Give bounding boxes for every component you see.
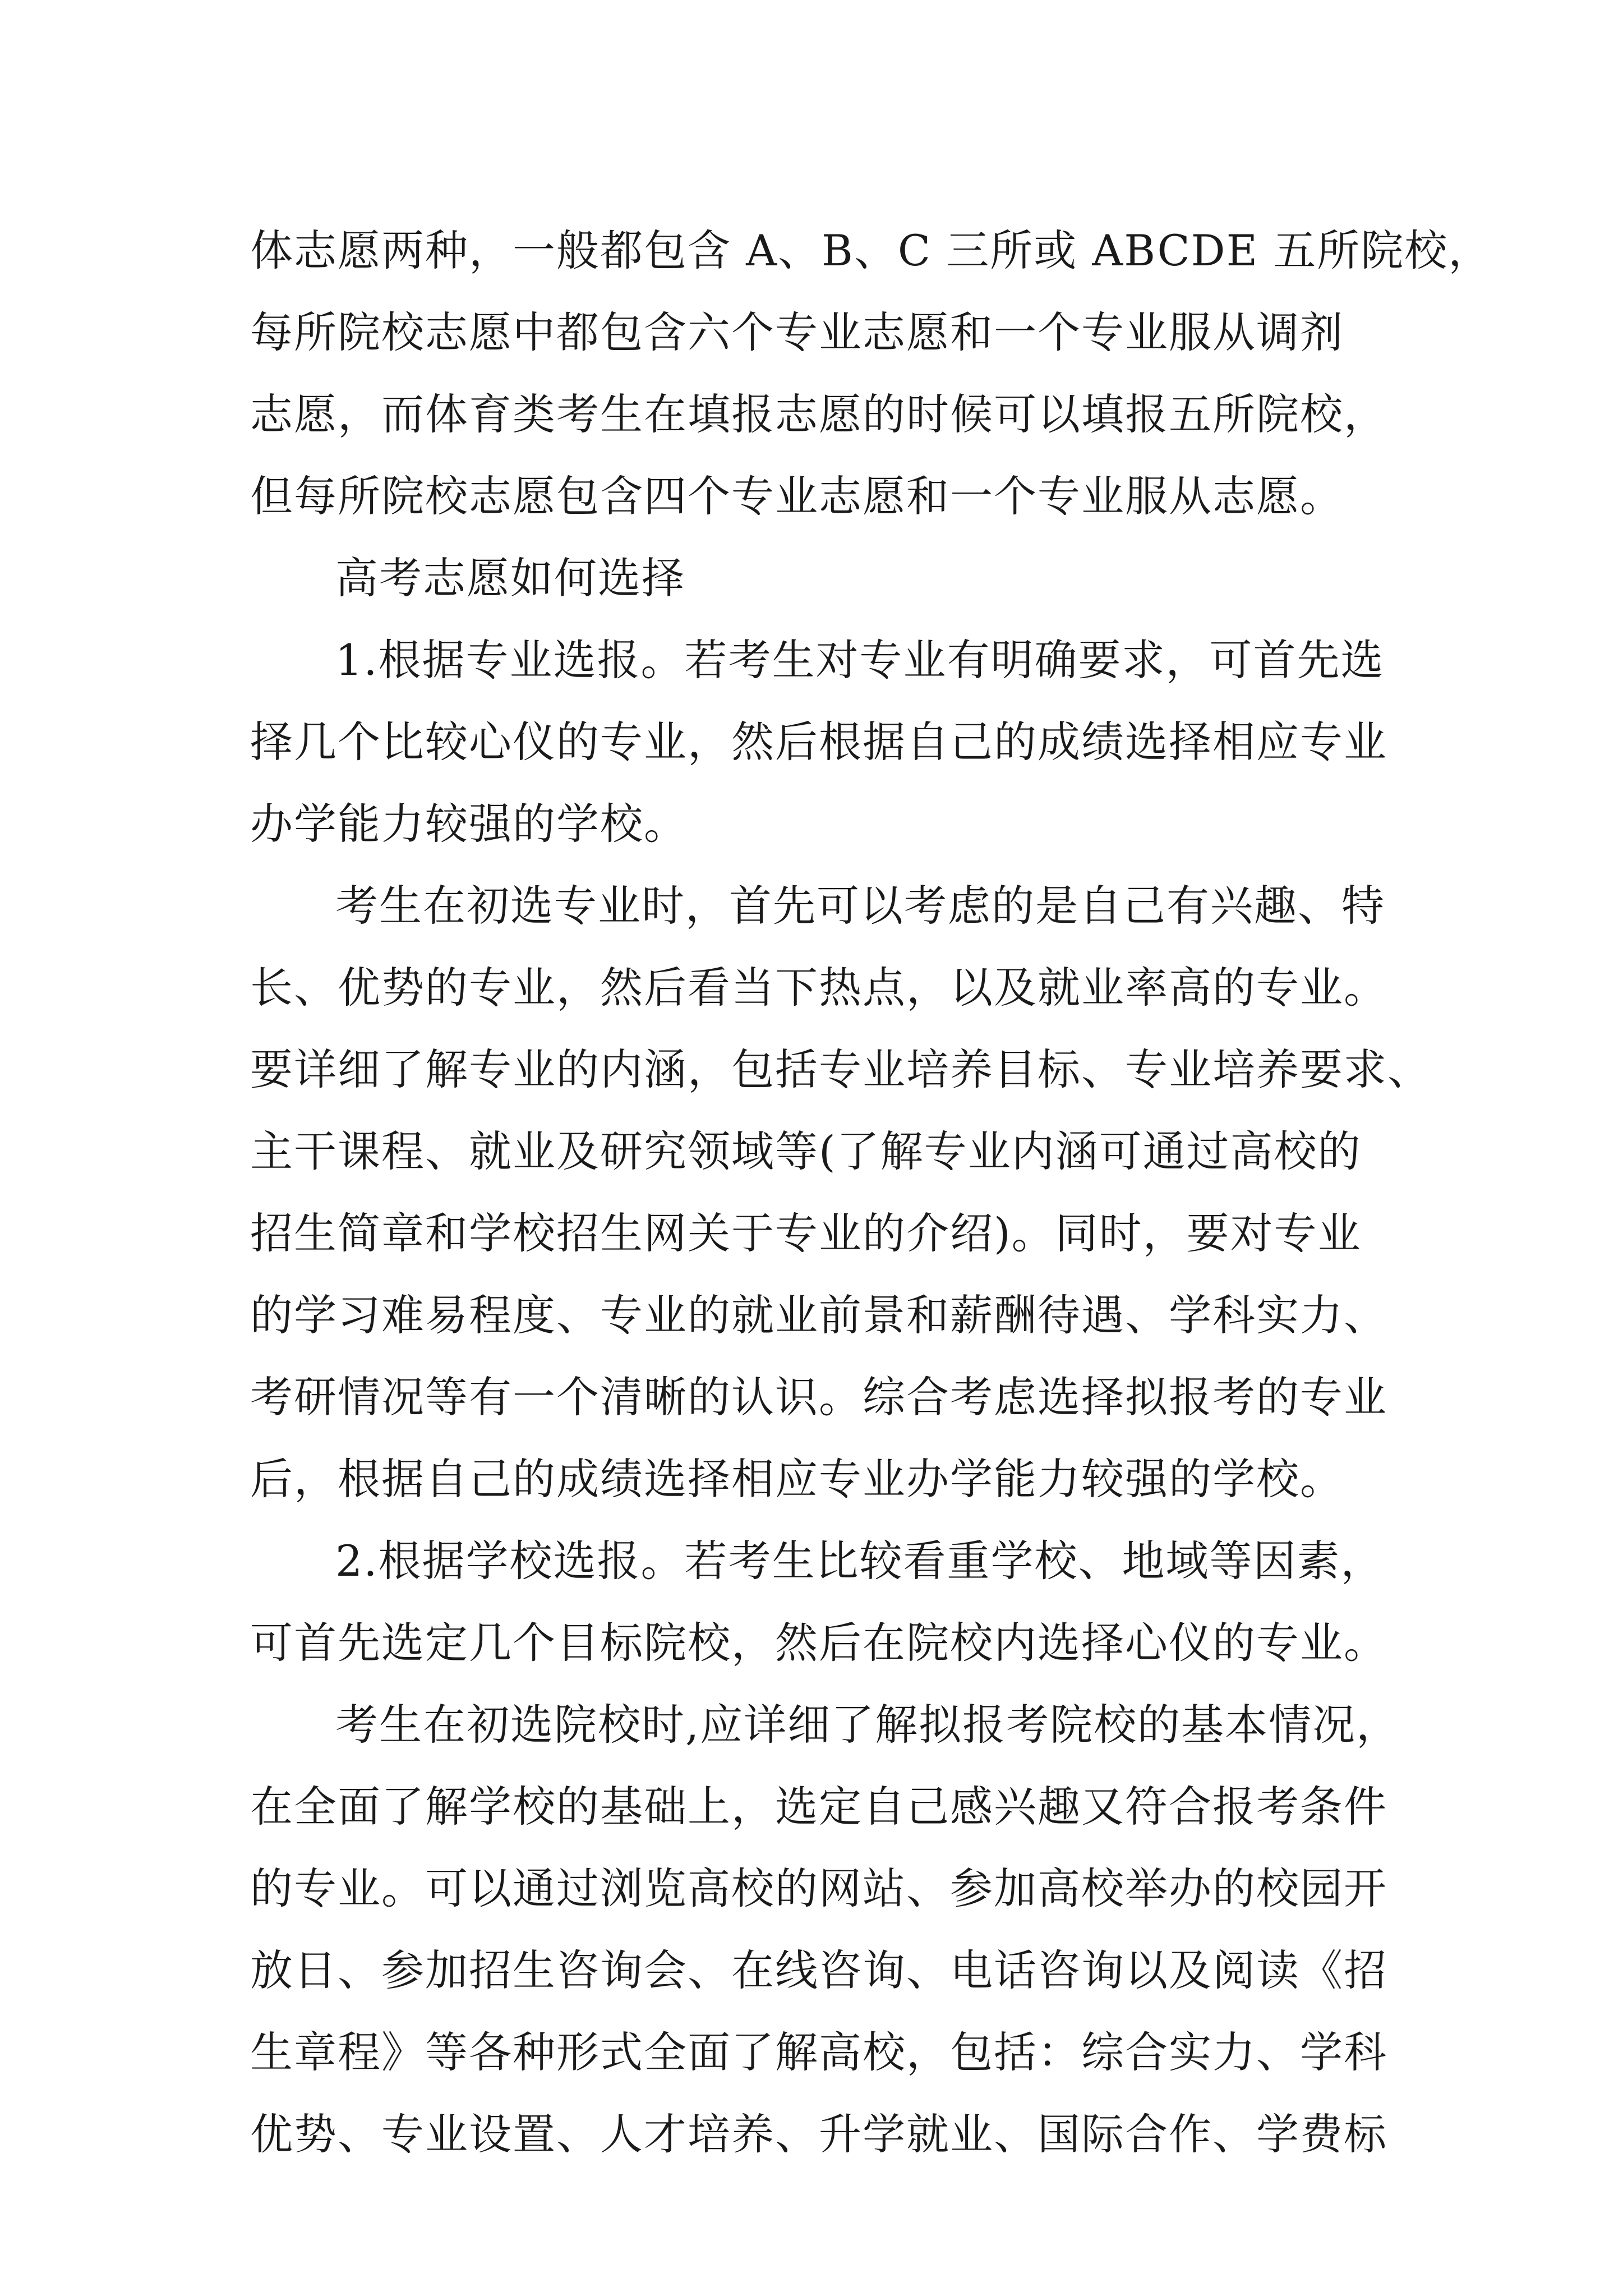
text-line: 长、优势的专业，然后看当下热点，以及就业率高的专业。: [250, 963, 1387, 1013]
text-line: 的学习难易程度、专业的就业前景和薪酬待遇、学科实力、: [250, 1290, 1387, 1340]
text-line: 1.根据专业选报。若考生对专业有明确要求，可首先选: [335, 635, 1385, 685]
text-line: 2.根据学校选报。若考生比较看重学校、地域等因素，: [335, 1536, 1385, 1586]
text-line: 可首先选定几个目标院校，然后在院校内选择心仪的专业。: [250, 1618, 1387, 1668]
text-line: 但每所院校志愿包含四个专业志愿和一个专业服从志愿。: [250, 471, 1344, 521]
text-line: 放日、参加招生咨询会、在线咨询、电话咨询以及阅读《招: [250, 1945, 1387, 1995]
text-line: 要详细了解专业的内涵，包括专业培养目标、专业培养要求、: [250, 1045, 1431, 1094]
text-line: 每所院校志愿中都包含六个专业志愿和一个专业服从调剂: [250, 307, 1344, 357]
text-line: 办学能力较强的学校。: [250, 799, 688, 849]
section-heading: 高考志愿如何选择: [335, 553, 685, 603]
text-line: 生章程》等各种形式全面了解高校，包括：综合实力、学科: [250, 2027, 1387, 2077]
text-line: 主干课程、就业及研究领域等(了解专业内涵可通过高校的: [250, 1126, 1362, 1176]
text-line: 考生在初选专业时，首先可以考虑的是自己有兴趣、特: [335, 881, 1385, 931]
text-line: 考生在初选院校时,应详细了解拟报考院校的基本情况，: [335, 1700, 1400, 1750]
text-line: 的专业。可以通过浏览高校的网站、参加高校举办的校园开: [250, 1864, 1387, 1913]
text-line: 择几个比较心仪的专业，然后根据自己的成绩选择相应专业: [250, 717, 1387, 767]
text-line: 优势、专业设置、人才培养、升学就业、国际合作、学费标: [250, 2109, 1387, 2159]
text-line: 在全面了解学校的基础上，选定自己感兴趣又符合报考条件: [250, 1782, 1387, 1832]
text-line: 体志愿两种，一般都包含 A、B、C 三所或 ABCDE 五所院校，: [250, 226, 1492, 275]
document-body: [250, 210, 1492, 2175]
text-line: 后，根据自己的成绩选择相应专业办学能力较强的学校。: [250, 1454, 1344, 1504]
text-line: 招生简章和学校招生网关于专业的介绍)。同时，要对专业: [250, 1208, 1362, 1258]
text-line: 志愿，而体育类考生在填报志愿的时候可以填报五所院校，: [250, 389, 1387, 439]
text-line: 考研情况等有一个清晰的认识。综合考虑选择拟报考的专业: [250, 1372, 1387, 1422]
